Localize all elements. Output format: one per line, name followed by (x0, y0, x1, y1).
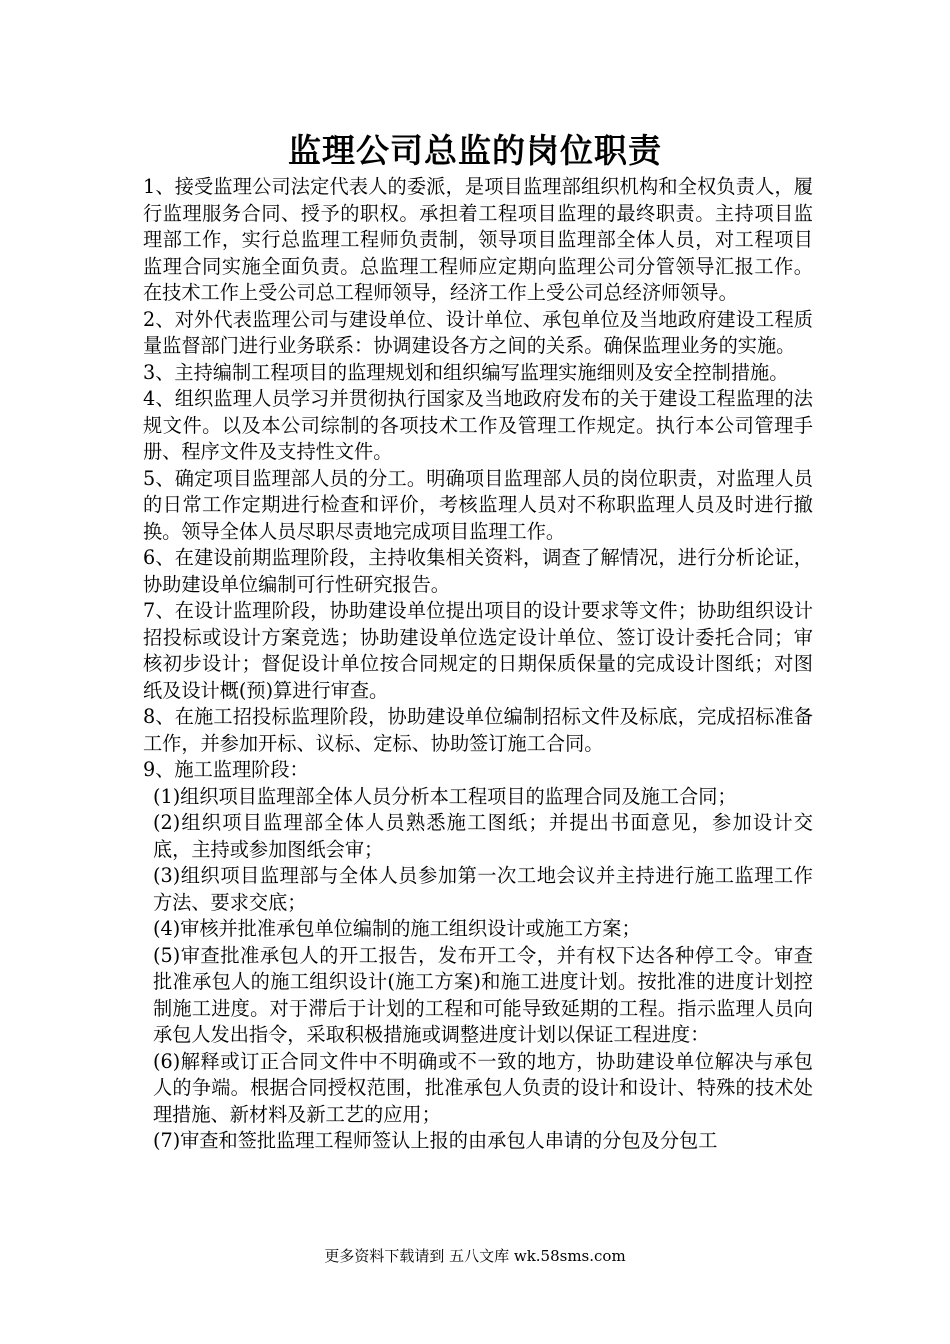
paragraph-4: 4、组织监理人员学习并贯彻执行国家及当地政府发布的关于建设工程监理的法规文件。以及本公司综制的各项技术工作及管理工作规定。执行本公司管理手册、程序文件及支持性文件。 (143, 387, 813, 463)
paragraph-8: 8、在施工招投标监理阶段，协助建设单位编制招标文件及标底，完成招标准备工作，并参加开标、议标、定标、协助签订施工合同。 (143, 705, 813, 755)
sub-item-1: (1)组织项目监理部全体人员分析本工程项目的监理合同及施工合同； (153, 784, 737, 808)
document-body (143, 174, 813, 1155)
sub-item-6: (6)解释或订正合同文件中不明确或不一致的地方，协助建设单位解决与承包人的争端。根据合同授权范围，批准承包人负责的设计和设计、特殊的技术处理措施、新材料及新工艺的应用； (153, 1049, 813, 1126)
paragraph-3: 3、主持编制工程项目的监理规划和组织编写监理实施细则及安全控制措施。 (143, 360, 789, 384)
sub-item-2: (2)组织项目监理部全体人员熟悉施工图纸；并提出书面意见，参加设计交底，主持或参加图纸会审； (153, 811, 813, 861)
paragraph-5: 5、确定项目监理部人员的分工。明确项目监理部人员的岗位职责，对监理人员的日常工作定期进行检查和评价，考核监理人员对不称职监理人员及时进行撤换。领导全体人员尽职尽责地完成项目监理工作。 (143, 466, 813, 543)
paragraph-7: 7、在设计监理阶段，协助建设单位提出项目的设计要求等文件；协助组织设计招投标或设计方案竞选；协助建设单位选定设计单位、签订设计委托合同；审核初步设计；督促设计单位按合同规定的日期保质保量的完成设计图纸；对图纸及设计概(预)算进行审查。 (143, 599, 813, 702)
paragraph-2: 2、对外代表监理公司与建设单位、设计单位、承包单位及当地政府建设工程质量监督部门进行业务联系：协调建设各方之间的关系。确保监理业务的实施。 (143, 307, 813, 357)
sub-item-3: (3)组织项目监理部与全体人员参加第一次工地会议并主持进行施工监理工作方法、要求交底； (153, 864, 813, 914)
footer-link-text: 更多资料下载请到 五八文库 wk.58sms.com (324, 1247, 626, 1265)
paragraph-9: 9、施工监理阶段： (143, 758, 309, 781)
sub-item-7: (7)审查和签批监理工程师签认上报的由承包人串请的分包及分包工 (153, 1129, 718, 1152)
page-title: 监理公司总监的岗位职责 (288, 131, 662, 170)
paragraph-1: 1、接受监理公司法定代表人的委派，是项目监理部组织机构和全权负责人，履行监理服务合同、授予的职权。承担着工程项目监理的最终职责。主持项目监理部工作，实行总监理工程师负责制，领导项目监理部全体人员，对工程项目监理合同实施全面负责。总监理工程师应定期向监理公司分管领导汇报工作。在技术工作上受公司总工程师领导，经济工作上受公司总经济师领导。 (143, 175, 813, 304)
sub-item-5: (5)审查批准承包人的开工报告，发布开工令，并有权下达各种停工令。审查批准承包人的施工组织设计(施工方案)和施工进度计划。按批准的进度计划控制施工进度。对于滞后于计划的工程和可能导致延期的工程。指示监理人员向承包人发出指令，采取积极措施或调整进度计划以保证工程进度： (153, 943, 813, 1046)
sub-item-4: (4)审核并批准承包单位编制的施工组织设计或施工方案； (153, 917, 641, 940)
paragraph-6: 6、在建设前期监理阶段，主持收集相关资料，调查了解情况，进行分析论证，协助建设单位编制可行性研究报告。 (143, 546, 813, 596)
